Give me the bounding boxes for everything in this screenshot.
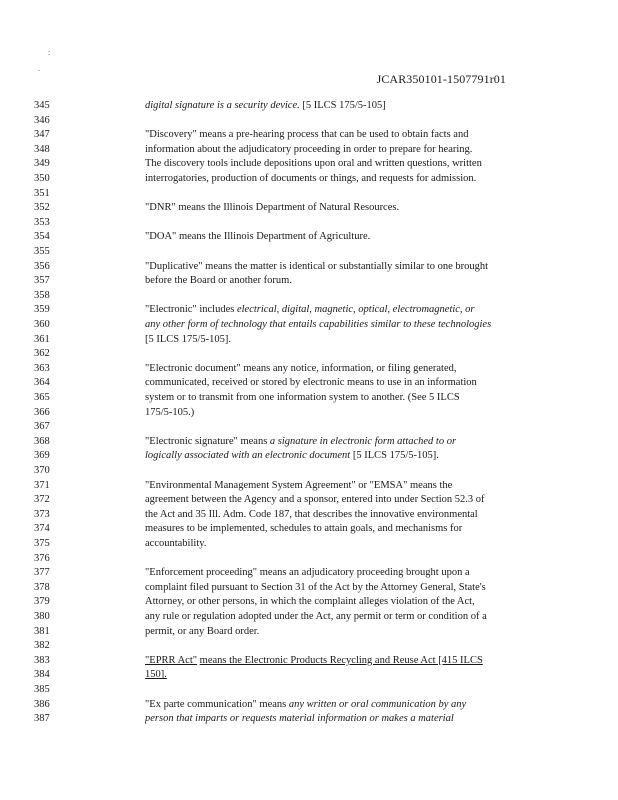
document-line <box>0 114 618 128</box>
text-segment: "Duplicative" means the matter is identical or substantially similar to one brought <box>145 260 489 272</box>
document-line <box>0 274 618 288</box>
line-number: 358 <box>34 289 50 301</box>
document-line <box>0 712 618 726</box>
line-text <box>145 610 555 624</box>
document-line <box>0 245 618 259</box>
line-number: 361 <box>34 333 50 345</box>
text-segment: "Electronic" includes <box>145 304 237 316</box>
text-segment: permit, or any Board order. <box>145 625 260 637</box>
line-text <box>145 595 555 609</box>
text-segment: digital signature is a security device. <box>145 100 300 111</box>
document-line <box>0 376 618 390</box>
document-line <box>0 698 618 712</box>
line-number: 350 <box>34 173 50 184</box>
document-id: JCAR350101-1507791r01 <box>376 72 506 86</box>
document-line <box>0 260 618 274</box>
line-number: 352 <box>34 202 50 214</box>
line-number: 375 <box>34 538 50 549</box>
line-text <box>145 712 555 726</box>
line-number: 378 <box>34 581 50 593</box>
line-text <box>145 260 555 274</box>
line-number: 384 <box>34 669 50 681</box>
document-line <box>0 537 618 551</box>
line-text <box>145 376 555 390</box>
line-text <box>145 333 555 347</box>
line-number: 369 <box>34 450 50 462</box>
line-text <box>145 508 555 522</box>
line-number: 364 <box>34 377 50 389</box>
text-segment: "Discovery" means a pre-hearing process that can be used to obtain facts and <box>145 129 469 141</box>
document-line <box>0 420 618 434</box>
line-text <box>145 230 555 244</box>
line-number: 353 <box>34 216 50 228</box>
line-number: 346 <box>34 114 50 126</box>
text-segment: complaint filed pursuant to Section 31 of the Act by the Attorney General, State's <box>145 581 486 593</box>
document-line <box>0 522 618 536</box>
line-text <box>145 522 555 536</box>
line-number: 377 <box>34 567 50 579</box>
line-text <box>145 479 555 493</box>
document-line <box>0 668 618 682</box>
document-line <box>0 595 618 609</box>
text-segment: system or to transmit from one information system to another. (See 5 ILCS <box>145 392 460 403</box>
line-number: 374 <box>34 523 50 535</box>
document-line <box>0 508 618 522</box>
document-line <box>0 493 618 507</box>
line-text <box>145 435 555 449</box>
document-line <box>0 435 618 449</box>
line-number: 345 <box>34 100 50 111</box>
text-segment: 150]. <box>145 669 167 681</box>
document-line <box>0 479 618 493</box>
line-text <box>145 449 555 463</box>
document-line <box>0 566 618 580</box>
line-text <box>145 581 555 595</box>
document-line <box>0 464 618 478</box>
line-number: 362 <box>34 348 50 360</box>
document-line <box>0 289 618 303</box>
line-text <box>145 143 555 157</box>
text-segment: measures to be implemented, schedules to attain goals, and mechanisms for <box>145 523 463 535</box>
line-text <box>145 654 555 668</box>
text-segment: Attorney, or other persons, in which the complaint alleges violation of the Act, <box>145 596 475 608</box>
line-number: 373 <box>34 508 50 520</box>
line-number: 376 <box>34 552 50 564</box>
document-line <box>0 625 618 639</box>
text-segment: [5 ILCS 175/5-105]. <box>350 450 439 462</box>
line-text <box>145 128 555 142</box>
text-segment: agreement between the Agency and a sponsor, entered into under Section 52.3 of <box>145 494 485 506</box>
line-number: 366 <box>34 406 50 418</box>
line-number: 370 <box>34 465 50 476</box>
line-number: 360 <box>34 319 50 330</box>
text-segment: information about the adjudicatory proceeding in order to prepare for hearing. <box>145 143 473 155</box>
line-text <box>145 362 555 376</box>
line-text <box>145 172 555 186</box>
text-segment: [5 ILCS 175/5-105]. <box>145 333 232 345</box>
document-line <box>0 654 618 668</box>
document-line <box>0 639 618 653</box>
document-line <box>0 683 618 697</box>
line-number: 368 <box>34 435 50 447</box>
document-line <box>0 610 618 624</box>
document-line <box>0 362 618 376</box>
text-segment: any written or oral communication by any <box>288 698 467 710</box>
line-text <box>145 625 555 639</box>
line-text <box>145 391 555 405</box>
line-number: 351 <box>34 187 50 199</box>
text-segment: 175/5-105.) <box>145 406 195 418</box>
document-line <box>0 187 618 201</box>
document-line <box>0 552 618 566</box>
text-segment: accountability. <box>145 538 207 549</box>
line-number: 348 <box>34 143 50 155</box>
text-segment: "DOA" means the Illinois Department of Agriculture. <box>145 231 371 243</box>
document-line <box>0 406 618 420</box>
text-segment: interrogatories, production of documents or things, and requests for admission. <box>145 173 477 184</box>
document-line <box>0 157 618 171</box>
document-line <box>0 333 618 347</box>
line-number: 357 <box>34 275 50 287</box>
line-number: 347 <box>34 129 50 141</box>
text-segment: "Electronic signature" means <box>145 435 270 447</box>
document-line <box>0 303 618 317</box>
document-line <box>0 318 618 332</box>
text-segment: before the Board or another forum. <box>145 275 292 287</box>
line-number: 371 <box>34 479 50 491</box>
line-number: 349 <box>34 158 50 170</box>
line-number: 367 <box>34 421 50 433</box>
line-text <box>145 318 555 332</box>
scan-mark-2: . <box>38 64 40 73</box>
scan-mark-1: : <box>48 48 51 57</box>
document-line <box>0 172 618 186</box>
line-text <box>145 99 555 113</box>
document-line <box>0 347 618 361</box>
line-text <box>145 668 555 682</box>
line-number: 359 <box>34 304 50 316</box>
line-number: 383 <box>34 654 50 666</box>
line-text <box>145 698 555 712</box>
text-segment: "Environmental Management System Agreement" or "EMSA" means the <box>145 479 453 491</box>
document-line <box>0 99 618 113</box>
text-segment: "Enforcement proceeding" means an adjudicatory proceeding brought upon a <box>145 567 470 579</box>
text-segment: communicated, received or stored by electronic means to use in an information <box>145 377 477 389</box>
line-number: 356 <box>34 260 50 272</box>
text-segment: The discovery tools include depositions upon oral and written questions, written <box>145 158 482 170</box>
text-segment: the Act and 35 Ill. Adm. Code 187, that describes the innovative environmental <box>145 508 478 520</box>
document-line <box>0 230 618 244</box>
document-line <box>0 581 618 595</box>
text-segment: person that imparts or requests material information or makes a material <box>145 713 454 725</box>
text-segment: "DNR" means the Illinois Department of Natural Resources. <box>145 202 400 214</box>
line-text <box>145 274 555 288</box>
line-number: 355 <box>34 246 50 257</box>
line-text <box>145 406 555 420</box>
document-line <box>0 128 618 142</box>
line-number: 379 <box>34 596 50 608</box>
document-line <box>0 201 618 215</box>
text-segment: [5 ILCS 175/5-105] <box>299 100 386 111</box>
text-segment: "EPRR Act" <box>145 654 198 666</box>
text-segment: logically associated with an electronic document <box>145 450 351 462</box>
line-number: 385 <box>34 684 50 695</box>
text-segment: any other form of technology that entails capabilities similar to these technologies <box>145 319 492 330</box>
line-text <box>145 201 555 215</box>
text-segment: means the Electronic Products Recycling and Reuse Act [415 ILCS <box>199 654 483 666</box>
document-line <box>0 391 618 405</box>
line-number: 354 <box>34 231 50 243</box>
line-number: 381 <box>34 625 50 637</box>
line-number: 382 <box>34 640 50 652</box>
text-segment: "Electronic document" means any notice, information, or filing generated, <box>145 362 457 374</box>
text-segment: "Ex parte communication" means <box>145 698 289 710</box>
text-segment: any rule or regulation adopted under the Act, any permit or term or condition of a <box>145 611 487 622</box>
document-line <box>0 449 618 463</box>
line-text <box>145 157 555 171</box>
line-text <box>145 537 555 551</box>
line-number: 387 <box>34 713 50 725</box>
document-line <box>0 143 618 157</box>
text-segment: a signature in electronic form attached to or <box>269 435 457 447</box>
line-number: 380 <box>34 611 50 622</box>
line-number: 386 <box>34 698 50 710</box>
document-line <box>0 216 618 230</box>
line-text <box>145 303 555 317</box>
line-text <box>145 493 555 507</box>
line-number: 363 <box>34 362 50 374</box>
line-number: 365 <box>34 392 50 403</box>
line-text <box>145 566 555 580</box>
text-segment: electrical, digital, magnetic, optical, electromagnetic, or <box>236 304 475 316</box>
line-number: 372 <box>34 494 50 506</box>
